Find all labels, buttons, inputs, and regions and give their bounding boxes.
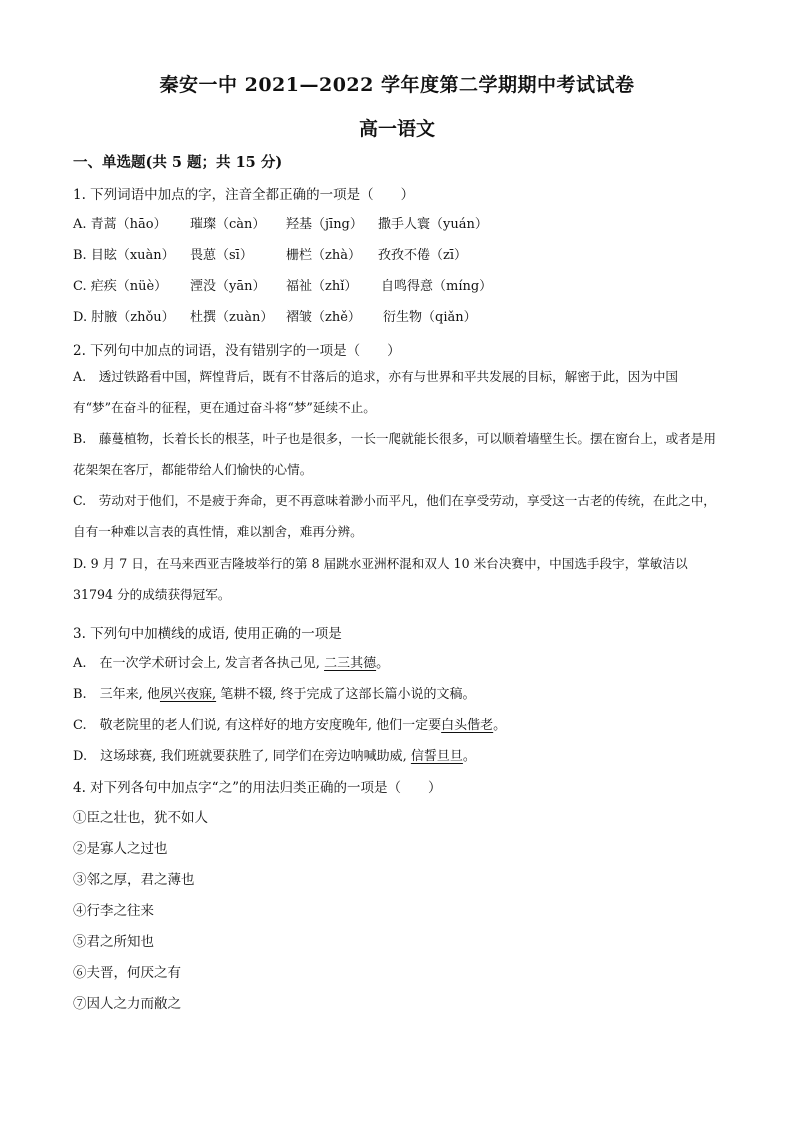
q3-stem: 3. 下列句中加横线的成语, 使用正确的一项是 (73, 626, 342, 642)
q4-item: ②是寡人之过也 (73, 841, 168, 857)
q1-c-4: 自鸣得意（míng） (381, 279, 493, 294)
q1-d-2: 杜撰（zuàn） (190, 310, 274, 325)
q2-stem: 2. 下列句中加点的词语，没有错别字的一项是（ ） (73, 343, 401, 359)
q1-d-3: 褶皱（zhě） (286, 310, 361, 325)
q3-c-text: C. 敬老院里的老人们说, 有这样好的地方安度晚年, 他们一定要 (73, 718, 442, 733)
q3-d-end: 。 (462, 749, 476, 764)
exam-title: 秦安一中 2021—2022 学年度第二学期期中考试试卷 (159, 74, 635, 96)
q1-stem: 1. 下列词语中加点的字，注音全都正确的一项是（ ） (73, 187, 415, 203)
section-heading: 一、单选题(共 5 题；共 15 分) (73, 154, 283, 171)
q3-d-text: D. 这场球赛, 我们班就要获胜了, 同学们在旁边呐喊助威, (73, 749, 411, 764)
q1-b-2: 畏葸（sī） (190, 248, 253, 263)
q4-item: ④行李之往来 (73, 903, 154, 919)
q4-item: ③邻之厚，君之薄也 (73, 872, 195, 888)
q4-item: ⑦因人之力而敝之 (73, 996, 181, 1012)
q3-c-end: 。 (493, 718, 507, 733)
q1-a-2: 璀璨（càn） (190, 217, 266, 232)
q3-option-a (73, 652, 389, 671)
q4-item: ⑥夫晋，何厌之有 (73, 965, 181, 981)
q3-a-idiom: 二三其德 (324, 656, 377, 671)
q1-a-3: 羟基（jīng） (286, 217, 363, 232)
q1-a-1: A. 青蒿（hāo） (73, 217, 167, 232)
q3-b-idiom: 夙兴夜寐, (159, 687, 217, 702)
q3-a-text: A. 在一次学术研讨会上, 发言者各执己见, (73, 656, 325, 671)
q3-b-text: B. 三年来, 他 (73, 687, 160, 702)
q1-b-1: B. 目眩（xuàn） (73, 248, 175, 263)
q1-d-1: D. 肘腋（zhǒu） (73, 310, 175, 325)
q1-a-4: 撒手人寰（yuán） (378, 217, 488, 232)
q2-option-b: B. 藤蔓植物，长着长长的根茎，叶子也是很多，一长一爬就能长很多，可以顺着墙壁生长。摆在窗台上，或者是用花架架在客厅，都能带给人们愉快的心情。 (73, 431, 716, 477)
q1-c-2: 湮没（yān） (190, 279, 266, 294)
q1-c-1: C. 疟疾（nüè） (73, 279, 168, 294)
q4-item: ⑤君之所知也 (73, 934, 154, 950)
q3-d-idiom: 信誓旦旦 (410, 749, 463, 764)
q2-option-a: A. 透过铁路看中国，辉惶背后，既有不甘落后的追求，亦有与世界和平共发展的目标，解密于此，因为中国有“梦”在奋斗的征程，更在通过奋斗将“梦”延续不止。 (73, 369, 679, 415)
q2-option-d: D. 9 月 7 日，在马来西亚吉隆坡举行的第 8 届跳水亚洲杯混和双人 10 米台决赛中，中国选手段宇，掌敏洁以 31794 分的成绩获得冠军。 (73, 556, 688, 602)
q2-option-c: C. 劳动对于他们，不是疲于奔命，更不再意味着渺小而平凡，他们在享受劳动，享受这一古老的传统，在此之中，自有一种难以言表的真性情，难以割舍，难再分辨。 (73, 493, 716, 539)
q3-option-b (73, 683, 476, 702)
q4-item: ①臣之壮也，犹不如人 (73, 810, 208, 826)
q1-b-4: 孜孜不倦（zī） (378, 248, 468, 263)
q3-c-idiom: 白头偕老 (441, 718, 494, 733)
q3-option-d (73, 745, 476, 764)
q3-b-end: 笔耕不辍, 终于完成了这部长篇小说的文稿。 (216, 687, 476, 702)
q1-c-3: 福祉（zhǐ） (286, 279, 358, 294)
q1-d-4: 衍生物（qiǎn） (383, 310, 477, 325)
q3-a-end: 。 (376, 656, 390, 671)
q1-b-3: 栅栏（zhà） (286, 248, 361, 263)
exam-subtitle: 高一语文 (358, 118, 435, 140)
q4-stem: 4. 对下列各句中加点字“之”的用法归类正确的一项是（ ） (73, 780, 442, 796)
q3-option-c (73, 714, 506, 733)
